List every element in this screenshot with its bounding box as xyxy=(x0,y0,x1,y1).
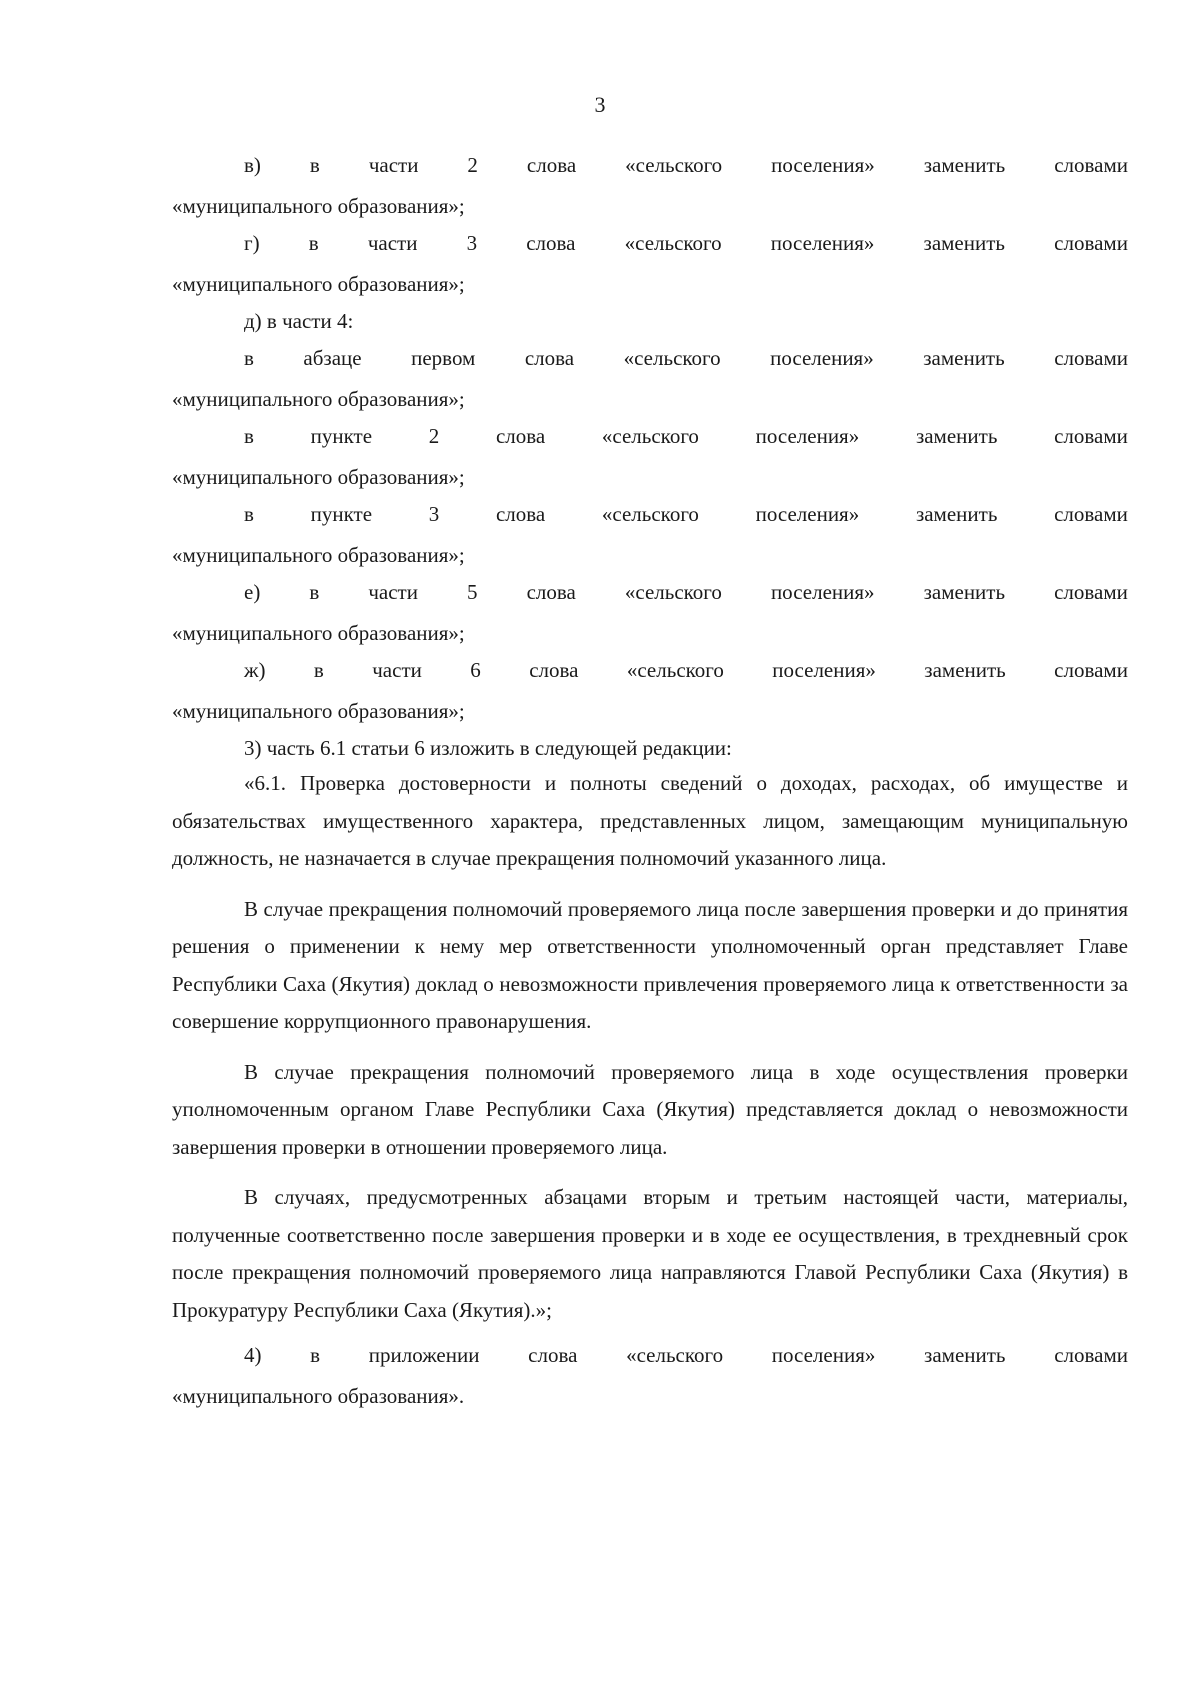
word: поселения» xyxy=(755,424,860,448)
word: слова xyxy=(526,580,576,604)
word: в xyxy=(244,424,254,448)
word: 3 xyxy=(428,502,440,526)
word: ж) xyxy=(244,658,266,682)
word: «сельского xyxy=(625,153,723,177)
word: в xyxy=(244,346,254,370)
word: 2 xyxy=(467,153,478,177)
document-body xyxy=(172,145,1128,1417)
word: слова xyxy=(495,502,546,526)
word: слова xyxy=(529,658,579,682)
item-first-line xyxy=(172,223,1128,264)
item-first-line xyxy=(172,572,1128,613)
word: в xyxy=(313,658,324,682)
word: заменить xyxy=(915,502,998,526)
word: приложении xyxy=(368,1343,480,1367)
item-first-line xyxy=(172,494,1128,535)
word: поселения» xyxy=(755,502,860,526)
item-continuation: «муниципального образования»; xyxy=(172,543,465,567)
paragraph: «6.1. Проверка достоверности и полноты сведений о доходах, расходах, об имуществе и обязательствах имущественного характера, представленных лицом, замещающим муниципальную должность, не назначается в случае прекращения полномочий указанного лица. xyxy=(172,771,1128,870)
word: пункте xyxy=(310,502,373,526)
word: словами xyxy=(1054,580,1128,604)
word: словами xyxy=(1054,1343,1128,1367)
word: части xyxy=(368,580,418,604)
amendment-item xyxy=(172,223,1128,305)
word: е) xyxy=(244,580,261,604)
word: словами xyxy=(1054,346,1128,370)
item-first-line xyxy=(172,416,1128,457)
word: 3 xyxy=(466,231,478,255)
word: «сельского xyxy=(624,231,722,255)
item-text: д) в части 4: xyxy=(244,309,354,333)
word: словами xyxy=(1054,502,1128,526)
word: слова xyxy=(495,424,546,448)
item-continuation: «муниципального образования». xyxy=(172,1384,465,1408)
word: в xyxy=(309,153,320,177)
word: заменить xyxy=(915,424,998,448)
amendment-item xyxy=(172,650,1128,732)
item-continuation: «муниципального образования»; xyxy=(172,272,465,296)
word: первом xyxy=(411,346,476,370)
amendment-item xyxy=(172,572,1128,654)
word: «сельского xyxy=(601,502,699,526)
item-first-line xyxy=(172,1335,1128,1376)
word: 5 xyxy=(467,580,478,604)
word: «сельского xyxy=(601,424,699,448)
word: заменить xyxy=(924,1343,1006,1367)
paragraph: В случае прекращения полномочий проверяемого лица после завершения проверки и до принятия решения о применении к нему мер ответственности уполномоченный орган представляет Главе Республики Саха (Якутия) доклад о невозможности привлечения проверяемого лица к ответственности за совершение коррупционного правонарушения. xyxy=(172,896,1128,1033)
word: слова xyxy=(526,153,577,177)
word: части xyxy=(368,153,419,177)
item-continuation: «муниципального образования»; xyxy=(172,387,465,411)
word: поселения» xyxy=(771,153,875,177)
word: слова xyxy=(528,1343,578,1367)
word: в xyxy=(308,231,319,255)
word: поселения» xyxy=(770,580,875,604)
word: заменить xyxy=(923,231,1005,255)
word: слова xyxy=(526,231,576,255)
word: словами xyxy=(1054,231,1128,255)
word: в xyxy=(244,502,254,526)
word: поселения» xyxy=(772,658,876,682)
word: части xyxy=(372,658,422,682)
word: абзаце xyxy=(303,346,362,370)
word: части xyxy=(367,231,418,255)
amendment-item xyxy=(172,338,1128,420)
word: г) xyxy=(244,231,260,255)
amendment-item xyxy=(172,728,1128,769)
amendment-item xyxy=(172,494,1128,576)
amendment-item xyxy=(172,145,1128,227)
word: в xyxy=(309,580,320,604)
word: 6 xyxy=(470,658,481,682)
item-continuation: «муниципального образования»; xyxy=(172,621,465,645)
word: словами xyxy=(1054,658,1128,682)
item-first-line xyxy=(172,145,1128,186)
word: поселения» xyxy=(771,1343,876,1367)
word: в) xyxy=(244,153,261,177)
word: заменить xyxy=(923,153,1006,177)
item-continuation: «муниципального образования»; xyxy=(172,194,465,218)
page-number: 3 xyxy=(594,92,606,117)
word: слова xyxy=(524,346,575,370)
item-continuation: «муниципального образования»; xyxy=(172,699,465,723)
word: «сельского xyxy=(626,1343,724,1367)
word: поселения» xyxy=(770,346,874,370)
word: заменить xyxy=(923,580,1006,604)
word: поселения» xyxy=(770,231,875,255)
word: заменить xyxy=(924,658,1006,682)
item-first-line xyxy=(172,650,1128,691)
word: словами xyxy=(1054,424,1128,448)
word: словами xyxy=(1054,153,1128,177)
paragraph: В случаях, предусмотренных абзацами вторым и третьим настоящей части, материалы, полученные соответственно после завершения проверки и в ходе ее осуществления, в трехдневный срок после прекращения полномочий проверяемого лица направляются Главой Республики Саха (Якутия) в Прокуратуру Республики Саха (Якутия).»; xyxy=(172,1185,1128,1322)
final-amendment xyxy=(172,1335,1128,1417)
word: в xyxy=(310,1343,321,1367)
amendment-text xyxy=(172,765,1128,1329)
word: «сельского xyxy=(626,658,724,682)
word: пункте xyxy=(310,424,373,448)
item-first-line xyxy=(172,338,1128,379)
item-text: 3) часть 6.1 статьи 6 изложить в следующей редакции: xyxy=(244,736,732,760)
paragraph: В случае прекращения полномочий проверяемого лица в ходе осуществления проверки уполномоченным органом Главе Республики Саха (Якутия) представляется доклад о невозможности завершения проверки в отношении проверяемого лица. xyxy=(172,1059,1128,1159)
word: «сельского xyxy=(624,580,722,604)
amendment-item xyxy=(172,416,1128,498)
amendment-item xyxy=(172,301,1128,342)
word: заменить xyxy=(923,346,1005,370)
item-continuation: «муниципального образования»; xyxy=(172,465,465,489)
amendment-list xyxy=(172,145,1128,769)
word: «сельского xyxy=(623,346,721,370)
word: 2 xyxy=(428,424,440,448)
word: 4) xyxy=(244,1343,262,1367)
